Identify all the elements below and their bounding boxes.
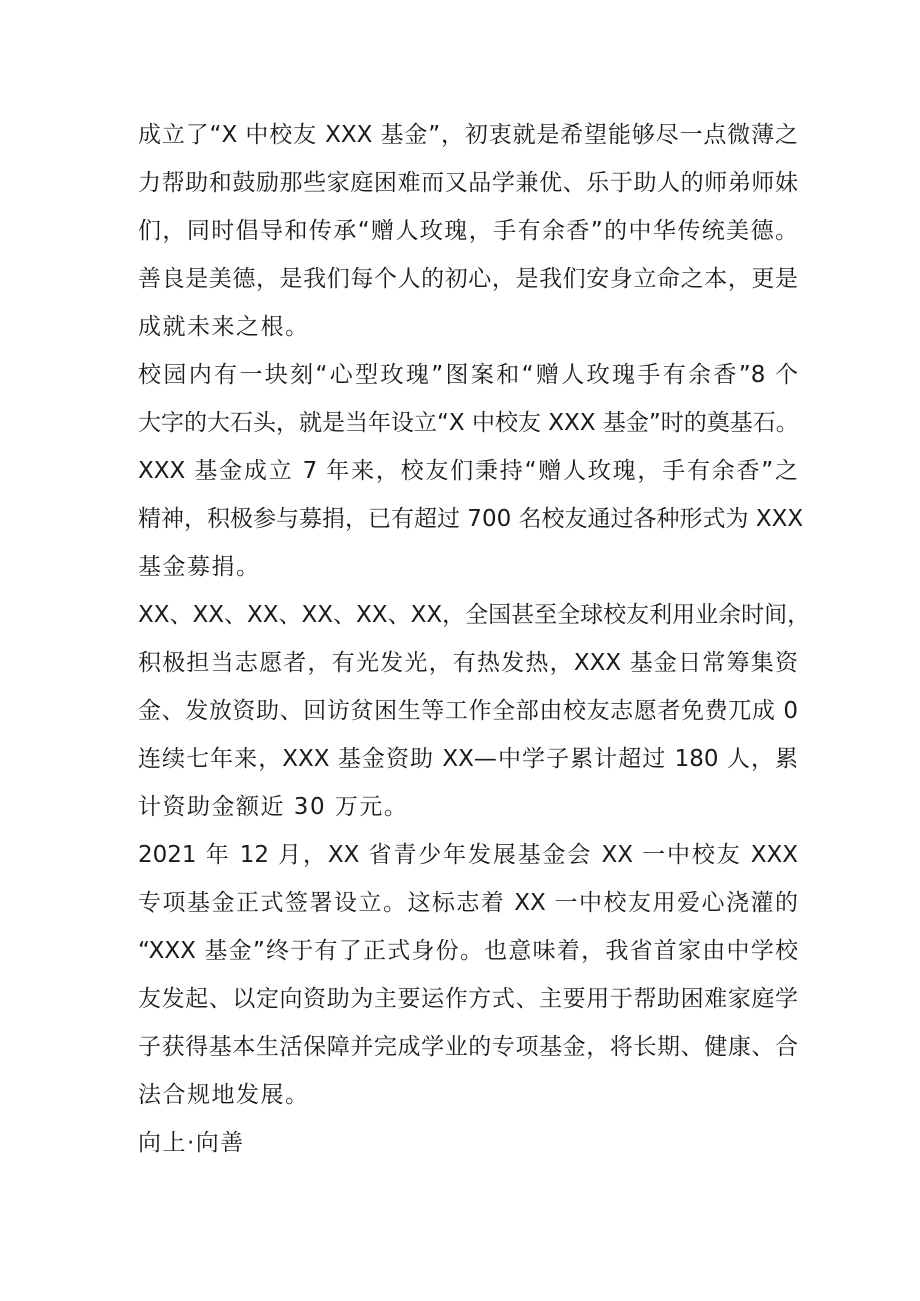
text-line: 成就未来之根。 [138,314,310,340]
text-line: 基金募捐。 [138,554,261,580]
text-line: 校园内有一块刻“心型玫瑰”图案和“赠人玫瑰手有余香”8 个 [138,362,798,388]
text-line: 精神，积极参与募捐，已有超过 700 名校友通过各种形式为 XXX [138,506,804,532]
text-line: 连续七年来，XXX 基金资助 XX—中学子累计超过 180 人，累 [138,746,798,772]
text-line: 成立了“X 中校友 XXX 基金”，初衷就是希望能够尽一点微薄之 [138,122,798,148]
section-heading: 向上·向善 [138,1130,245,1156]
text-line: 善良是美德，是我们每个人的初心，是我们安身立命之本，更是 [138,266,798,292]
text-line: 们，同时倡导和传承“赠人玫瑰，手有余香”的中华传统美德。 [138,218,798,244]
text-line: 积极担当志愿者，有光发光，有热发热，XXX 基金日常筹集资 [138,650,798,676]
text-line: “XXX 基金”终于有了正式身份。也意味着，我省首家由中学校 [138,938,798,964]
text-line: 计资助金额近 30 万元。 [138,794,409,820]
text-line: XX、XX、XX、XX、XX、XX，全国甚至全球校友利用业余时间， [138,602,811,628]
text-line: 金、发放资助、回访贫困生等工作全部由校友志愿者免费兀成 0 [138,698,798,724]
text-line: 友发起、以定向资助为主要运作方式、主要用于帮助困难家庭学 [138,986,798,1012]
text-line: 大字的大石头，就是当年设立“X 中校友 XXX 基金”时的奠基石。 [138,410,799,436]
text-line: XXX 基金成立 7 年来，校友们秉持“赠人玫瑰，手有余香”之 [138,458,798,484]
text-line: 子获得基本生活保障并完成学业的专项基金，将长期、健康、合 [138,1034,798,1060]
text-line: 法合规地发展。 [138,1082,310,1108]
text-line: 力帮助和鼓励那些家庭困难而又品学兼优、乐于助人的师弟师妹 [138,170,798,196]
text-line: 专项基金正式签署设立。这标志着 XX 一中校友用爱心浇灌的 [138,890,798,916]
text-line: 2021 年 12 月，XX 省青少年发展基金会 XX 一中校友 XXX [138,842,798,868]
